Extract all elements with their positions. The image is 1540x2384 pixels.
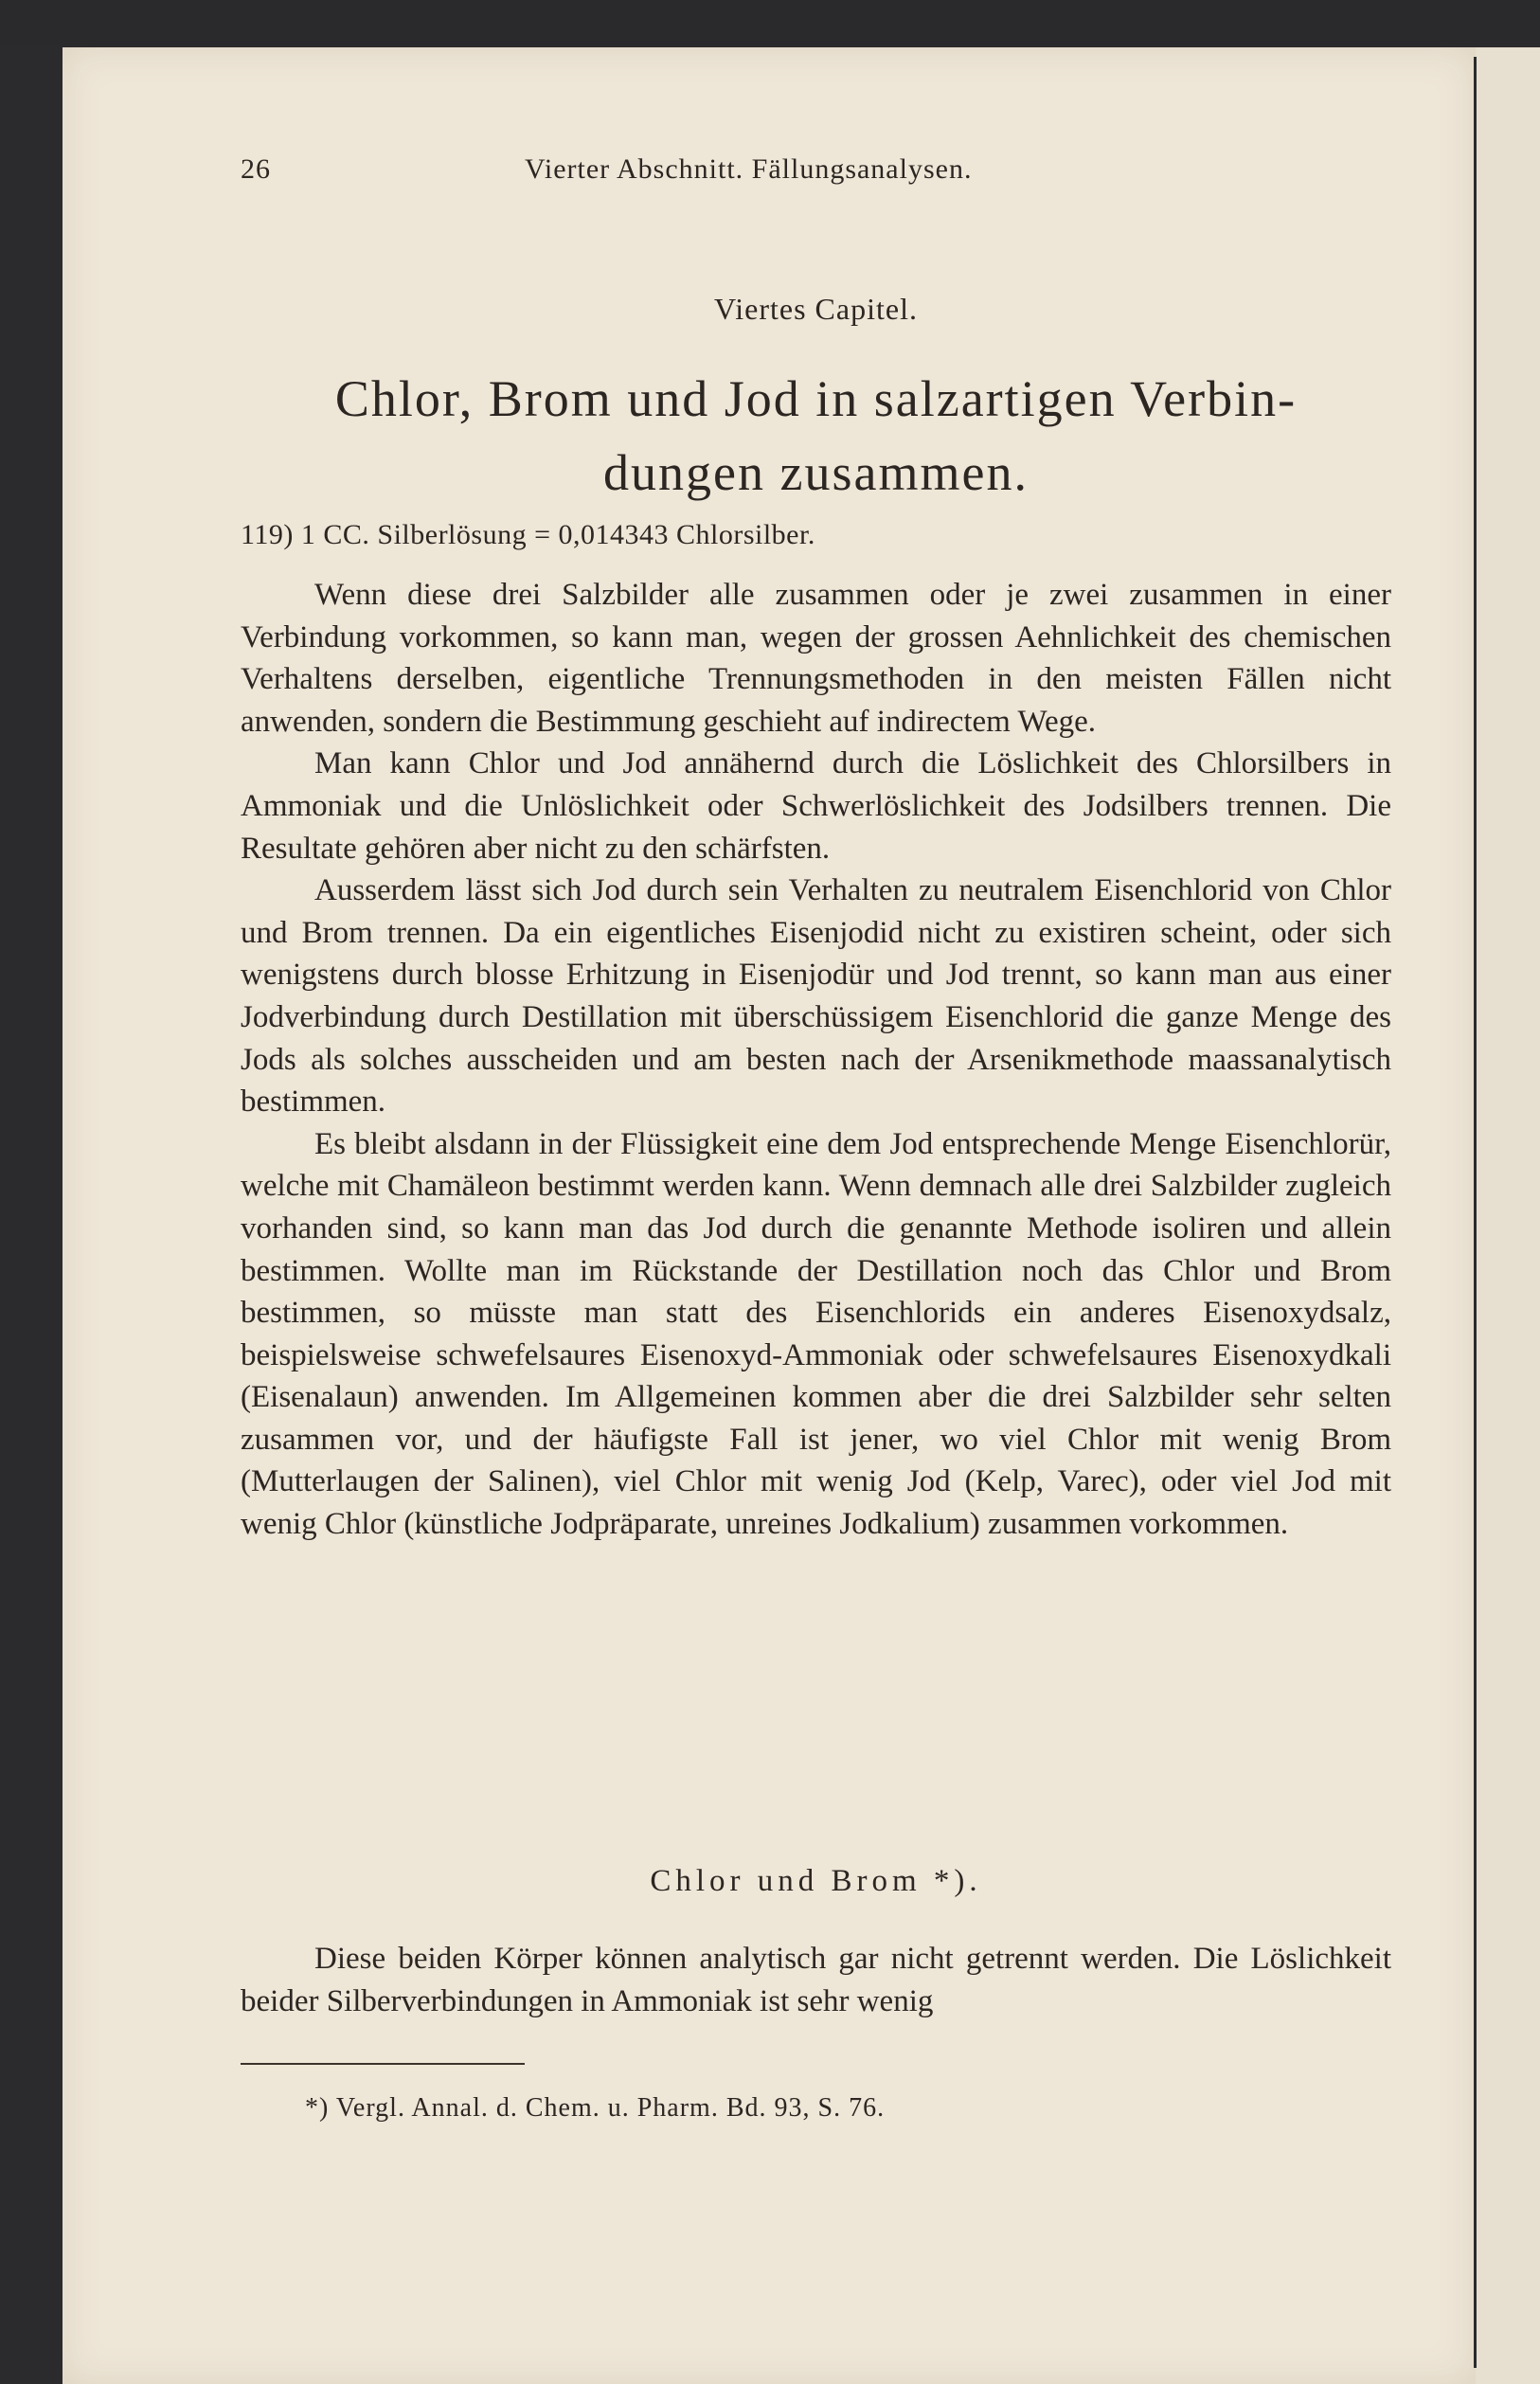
- body-text: [241, 574, 1391, 1546]
- chapter-title: [241, 362, 1391, 510]
- footnote: *) Vergl. Annal. d. Chem. u. Pharm. Bd. 93, S. 76.: [305, 2093, 886, 2123]
- adjacent-page-edge: [1476, 47, 1540, 2384]
- footnote-rule: [241, 2063, 525, 2065]
- section-heading: Chlor und Brom *).: [650, 1864, 982, 1898]
- running-title: Vierter Abschnitt. Fällungsanalysen.: [525, 153, 973, 185]
- paragraph: Diese beiden Körper können analytisch gar nicht getrennt werden. Die Löslichkeit beider Silberverbindungen in Ammoniak ist sehr wenig: [241, 1942, 1391, 2018]
- running-header: [241, 142, 1391, 184]
- chapter-title-line-1: Chlor, Brom und Jod in salzartigen Verbin-: [334, 370, 1298, 427]
- page-gutter-line: [1474, 57, 1477, 2368]
- chapter-title-line-2: dungen zusammen.: [603, 444, 1029, 501]
- section-body: [241, 1938, 1391, 2022]
- chapter-label: Viertes Capitel.: [714, 292, 918, 326]
- paragraph: Wenn diese drei Salzbilder alle zusammen oder je zwei zusammen in einer Verbindung vorkommen, so kann man, wegen der grossen Aehnlichkeit des chemischen Verhaltens derselben, eigentliche Trennungsmethoden in den meisten Fällen nicht anwenden, sondern die Bestimmung geschieht auf indirectem Wege.: [241, 578, 1391, 739]
- paragraph: Ausserdem lässt sich Jod durch sein Verhalten zu neutralem Eisenchlorid von Chlor und Brom trennen. Da ein eigentliches Eisenjodid nicht zu existiren scheint, oder sich wenigstens durch blosse Erhitzung in Eisenjodür und Jod trennt, so kann man aus einer Jodverbindung durch Destillation mit überschüssigem Eisenchlorid die ganze Menge des Jods als solches ausscheiden und am besten nach der Arsenikmethode maassanalytisch bestimmen.: [241, 873, 1391, 1120]
- paragraph: Man kann Chlor und Jod annähernd durch die Löslichkeit des Chlorsilbers in Ammoniak und die Unlöslichkeit oder Schwerlöslichkeit des Jodsilbers trennen. Die Resultate gehören aber nicht zu den schärfsten.: [241, 746, 1391, 866]
- page-number: 26: [241, 153, 271, 185]
- paragraph: Es bleibt alsdann in der Flüssigkeit eine dem Jod entsprechende Menge Eisenchlorür, welche mit Chamäleon bestimmt werden kann. Wenn demnach alle drei Salzbilder zugleich vorhanden sind, so kann man das Jod durch die genannte Methode isoliren und allein bestimmen. Wollte man im Rückstande der Destillation noch das Chlor und Brom bestimmen, so müsste man statt des Eisenchlorids ein anderes Eisenoxydsalz, beispielsweise schwefelsaures Eisenoxyd-Ammoniak oder schwefelsaures Eisenoxydkali (Eisenalaun) anwenden. Im Allgemeinen kommen aber die drei Salzbilder sehr selten zusammen vor, und der häufigste Fall ist jener, wo viel Chlor mit wenig Brom (Mutterlaugen der Salinen), viel Chlor mit wenig Jod (Kelp, Varec), oder viel Jod mit wenig Chlor (künstliche Jodpräparate, unreines Jodkalium) zusammen vorkommen.: [241, 1126, 1391, 1542]
- scan-border-top: [0, 0, 1540, 45]
- equation-119: 119) 1 CC. Silberlösung = 0,014343 Chlorsilber.: [241, 519, 815, 550]
